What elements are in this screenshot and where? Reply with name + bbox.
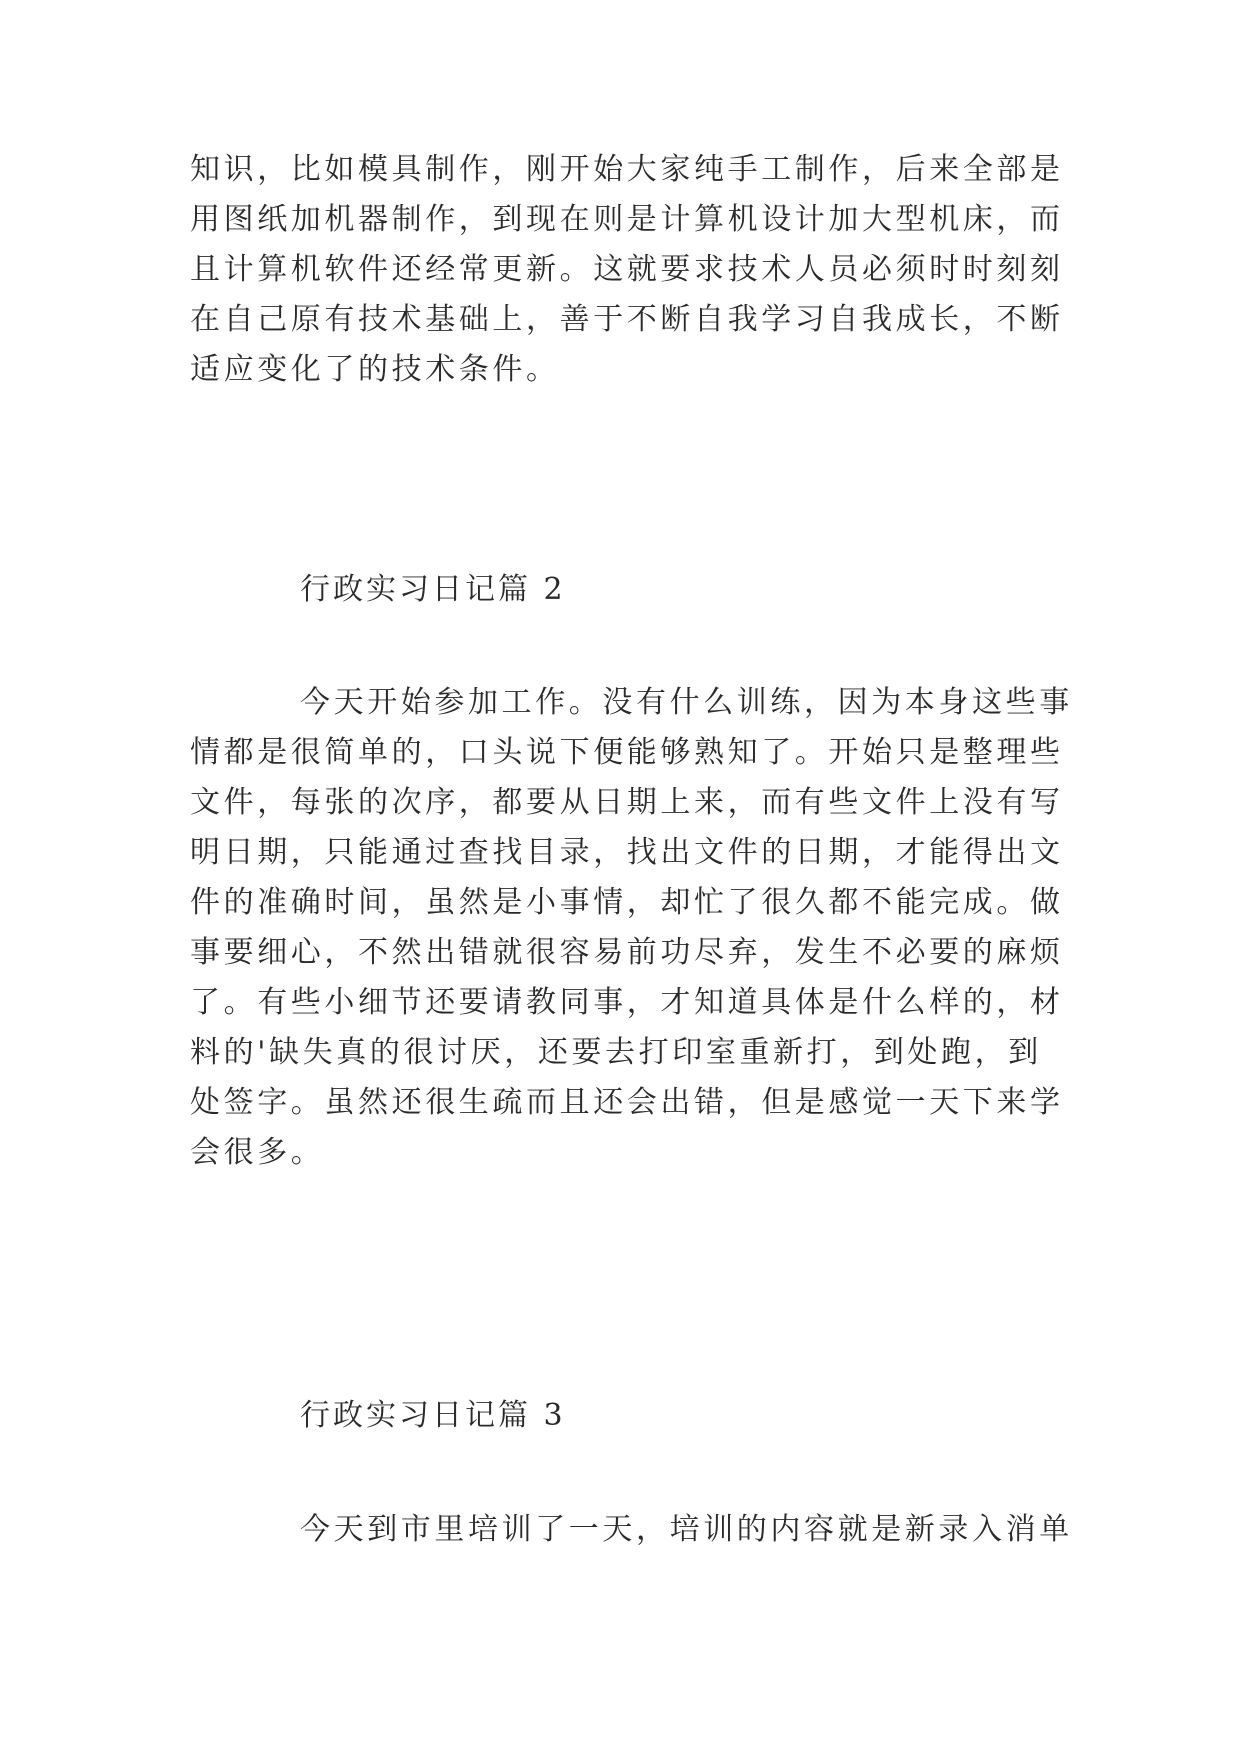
paragraph-line: 文件，每张的次序，都要从日期上来，而有些文件上没有写 bbox=[190, 785, 1064, 820]
paragraph-line: 料的'缺失真的很讨厌，还要去打印室重新打，到处跑，到 bbox=[190, 1035, 1042, 1070]
paragraph-line: 情都是很简单的，口头说下便能够熟知了。开始只是整理些 bbox=[190, 735, 1064, 770]
paragraph-line: 件的准确时间，虽然是小事情，却忙了很久都不能完成。做 bbox=[190, 885, 1064, 920]
paragraph-line: 知识，比如模具制作，刚开始大家纯手工制作，后来全部是 bbox=[190, 152, 1064, 187]
paragraph-line: 适应变化了的技术条件。 bbox=[190, 352, 560, 387]
paragraph-line: 今天到市里培训了一天，培训的内容就是新录入消单 bbox=[300, 1512, 1073, 1547]
paragraph-line: 用图纸加机器制作，到现在则是计算机设计加大型机床，而 bbox=[190, 202, 1064, 237]
paragraph-line: 事要细心，不然出错就很容易前功尽弃，发生不必要的麻烦 bbox=[190, 935, 1064, 970]
paragraph-line: 了。有些小细节还要请教同事，才知道具体是什么样的，材 bbox=[190, 985, 1064, 1020]
section-heading: 行政实习日记篇 2 bbox=[300, 572, 566, 607]
paragraph-line: 处签字。虽然还很生疏而且还会出错，但是感觉一天下来学 bbox=[190, 1085, 1064, 1120]
paragraph-line: 且计算机软件还经常更新。这就要求技术人员必须时时刻刻 bbox=[190, 252, 1064, 287]
paragraph-line: 在自己原有技术基础上，善于不断自我学习自我成长，不断 bbox=[190, 302, 1064, 337]
paragraph-line: 会很多。 bbox=[190, 1135, 325, 1170]
paragraph-line: 明日期，只能通过查找目录，找出文件的日期，才能得出文 bbox=[190, 835, 1064, 870]
paragraph-line: 今天开始参加工作。没有什么训练，因为本身这些事 bbox=[300, 685, 1073, 720]
section-heading: 行政实习日记篇 3 bbox=[300, 1398, 566, 1433]
